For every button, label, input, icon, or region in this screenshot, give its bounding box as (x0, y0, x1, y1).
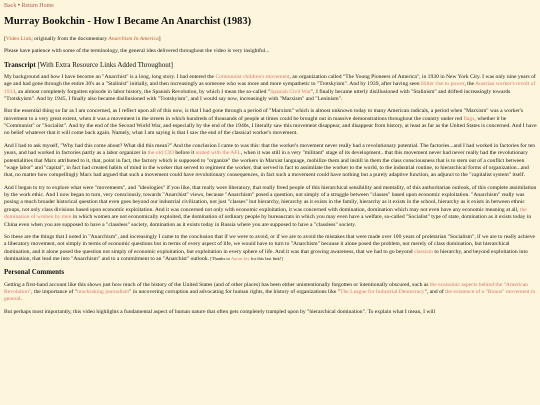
link-league-industrial-democracy[interactable]: The League for Industrial Democracy (340, 288, 425, 295)
link-muckraking-journalism[interactable]: muckraking journalism (77, 288, 130, 295)
top-nav (4, 3, 537, 11)
transcript-paragraph-3 (4, 143, 537, 180)
text: My background and how I have become an "Anarchist" is a long, long story. I had entered the (4, 73, 216, 80)
text: And I had to ask myself, "Why had this come about? What did this mean?" And the conclusion I came to was this: that the worker's movement never really had a revolutionary potential. The factories...and I had worked in factories for ten years, and had worked in factories partly as a labor organizer in (4, 142, 536, 157)
text: , the importance of " (31, 288, 78, 295)
text: So these are the things that I noted in "Anarchism", and increasingly I came to the conclusion that if we were to avoid, or if we are to avoid the mistakes that were made over 100 years of proletarian "Socialism", if we are to really achieve a liberatory movement, not simply in terms of economic questions but in terms of every aspect of life, we would have to turn to "Anarchism" because it alone posed the problem, not merely of class domination, but hierarchical domination, and it alone posed the question not simply of economic exploitation, but exploitation in every sphere of life. And it was that growing awareness, that we had to go beyond (4, 233, 536, 255)
video-link[interactable]: Video Link (5, 35, 32, 42)
transcript-paragraph-1 (4, 74, 537, 104)
link-aaron-jay[interactable]: Aaron Jay (230, 256, 250, 261)
text: , the (464, 81, 476, 88)
documentary-title: Anarchism In America (108, 35, 159, 42)
text: But the essential thing so far as I am concerned, as I reflect upon all of this now, is that I had gone through a period of "Marxism" which is almost unknown today to many American radicals, a period when "Marxism" was a worker's movement to a very great extent, when it was a movement in the streets in which hundreds of thousands of people at times could be brought out in massive demonstrations throughout the country under red (4, 108, 523, 122)
transcript-heading-rest: [With Extra Resource Links Added Throughout] (35, 60, 173, 69)
page-title: Murray Bookchin - How I Became An Anarchist (1983) (4, 15, 252, 27)
text: " in uncovering corruption and advocating for human rights, the history of organizations like " (129, 288, 341, 295)
text: , when it was still in a very "militant" stage of its development.. that this movement never had never really had the revolutionary potentialities that Marx attributed to it, that, point in fact, the factory which is supposed to "organize" the workers in Marxist language, mobilize them and instill in them the class consciousness that is to stem out of a conflict between "wage labor" and "capital", in fact had created habits of mind in the worker that served to regiment the worker, that served in fact to assimilate the worker to the world, to the industrial routine, to hierarchical forms of organization...and that, no matter how compellingly Marx had argued that such a movement could have revolutionary consequences, in fact such a movement could have nothing but a purely adaptive function, an adjunct to the "capitalist system" itself. (4, 150, 529, 179)
link-austrian-revolt[interactable]: Austrian worker's revolt of 1934 (4, 81, 536, 95)
text: Getting a first-hand account like this shows just how much of the history of the United States (and of other places) has been either unintentionally forgotten or intentionally obscured, such as (4, 281, 430, 288)
transcript-paragraph-4 (4, 185, 537, 229)
source-line (4, 36, 537, 43)
text: , an organization called "The Young Pioneers of America", in 1930 in New York City. I was only nine years of age and had gone through the entire 30's as a "Stalinist" initially, and then increasingly as someone who was more and more sympathetic to "Trotskyism". And by 1939, after having seen (4, 73, 536, 88)
return-home-link[interactable]: Return Home (21, 3, 54, 9)
transcript-heading-bold: Transcript (4, 60, 36, 69)
text: , an almost completely forgotten episode in labor history, the Spanish Revolution, by which I mean the so-called " (15, 88, 271, 95)
bracket-open: [ (4, 35, 6, 42)
link-communist-childrens-movement[interactable]: Communist children's movement (215, 73, 290, 80)
source-text: ; originally from the documentary (31, 35, 109, 42)
nav-separator: • (17, 3, 20, 9)
text: to hierarchy, and beyond exploitation into domination, that lead me into "Anarchism" and to a commitment to an "Anarchist" outlook. (4, 248, 528, 262)
comments-paragraph-2: But perhaps most importantly, this video highlights a fundamental aspect of human nature that often gets completely trampled upon by "hierarchical domination". To explain what I mean, I will (4, 308, 436, 315)
text: And I began to try to explore what were "movements", and "ideologies" if you like, that really were liberatory, that really freed people of this hierarchical sensibility and mentality, of this authoritarian outlook, of this complete assimilation by the work ethic. And I now began to turn, very consciously, towards "Anarchist" views, because "Anarchism" posed a question, not simply of a struggle between "classes" based upon economic exploitation. "Anarchism" really was posing a much broader historical question that even goes beyond our industrial civilization, not just "classes" but hierarchy, hierarchy as it exists in the family, hierarchy as it exists in the school, hierarchy as it exists in between ethnic groups, not only class divisions based upon economic exploitation. And it was concerned not only with economic exploitation, it was concerned with domination, domination which may not even have any economic meaning at all, (4, 184, 537, 213)
link-hitler-rise[interactable]: Hitler rise to power (420, 81, 465, 88)
text: ", and of (424, 288, 446, 295)
link-economic-aspects-revolution[interactable]: the economic aspects behind the "American Revolution" (4, 281, 528, 295)
intro-text: Please have patience with some of the terminology, the general idea delivered throughout the video is very insightful... (4, 48, 270, 55)
transcript-heading (4, 61, 537, 70)
link-classism[interactable]: classism (413, 248, 433, 255)
transcript-paragraph-5 (4, 234, 537, 264)
text: [Thanks to (209, 256, 231, 261)
text: , whether it be "Communist" or "Socialist". And by the end of the Second World War, and especially by the end of the 1940s, I literally saw this movement disappear, and disappear from history, at least as far as the United States is concerned. And I have no belief whatever that it will come back again. Namely, what I am saying is that I saw the end of the classical worker's movement. (4, 115, 537, 137)
text: ", I finally became utterly disillusioned with "Stalinism" and drifted increasingly towards "Trotskyism". And by 1945, I finally also became disillusioned with "Trotskyism", and I would say now, increasingly with "Marxism" and "Leninism". (4, 88, 511, 102)
back-link[interactable]: Back (4, 3, 17, 9)
link-old-cio[interactable]: the old CIO (147, 150, 174, 157)
documentary-link[interactable] (108, 36, 158, 42)
link-flags[interactable]: flags (463, 115, 475, 122)
link-spanish-civil-war[interactable]: Spanish Civil War (270, 88, 311, 95)
bracket-close: ] (158, 35, 161, 42)
comments-paragraph-1 (4, 282, 537, 304)
comments-heading: Personal Comments (4, 268, 65, 277)
text: before it (174, 150, 196, 157)
text: for this last link!] (249, 256, 283, 261)
link-united-with-afl[interactable]: united with the AFL (195, 150, 241, 157)
text: . (20, 296, 22, 303)
thanks-note (209, 256, 283, 261)
link-bonus-movement[interactable]: the existence of a "Bonus" movement in general (4, 288, 536, 303)
text: in which women are not economically exploited, the domination of ordinary people by bureaucrats in which you may even have a welfare, so-called "Socialist" type of state, domination as it exists today in China even when you are supposed to have a "classless" society, domination as it exists today in Russia where you are supposed to have a "classless" society. (4, 214, 532, 228)
link-domination-of-women[interactable]: the domination of women by men (4, 206, 527, 221)
transcript-paragraph-2 (4, 108, 537, 138)
